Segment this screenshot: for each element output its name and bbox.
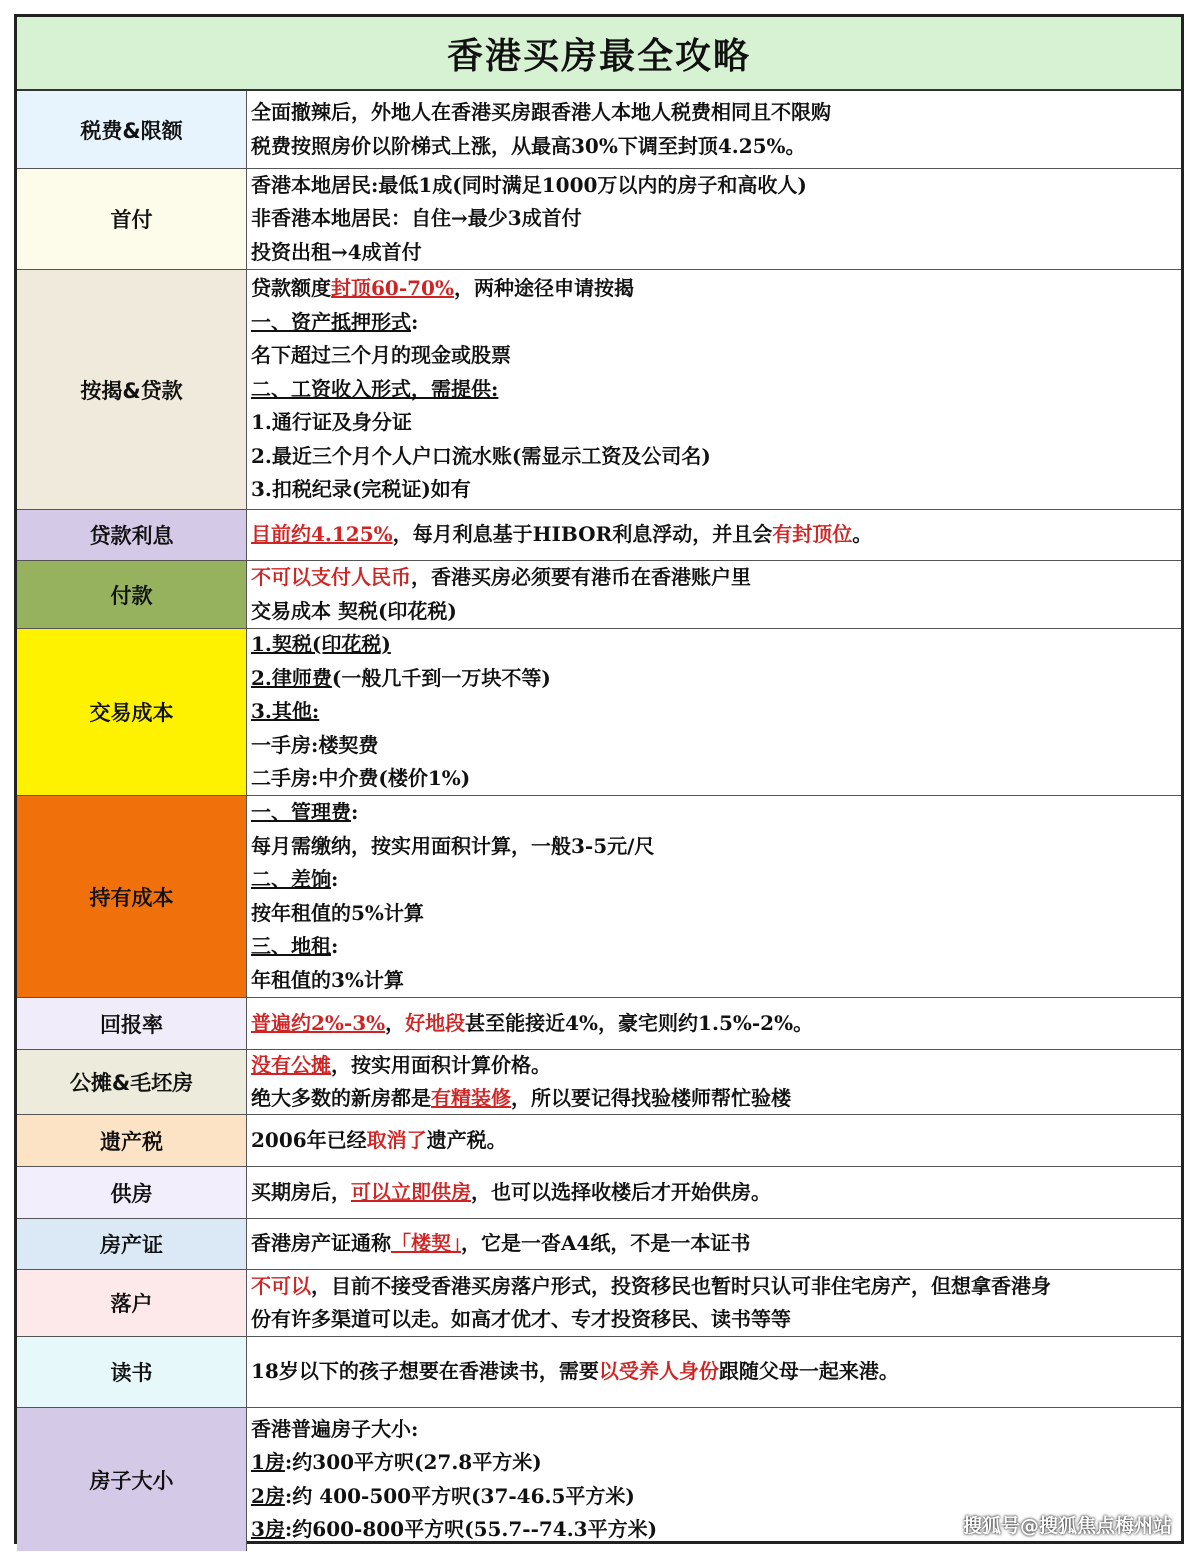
content-line (251, 130, 1177, 164)
content-text: 。 (852, 522, 873, 547)
content-line (251, 440, 1177, 474)
row-content (247, 169, 1181, 269)
content-line (251, 1303, 1177, 1336)
content-text: : (411, 309, 419, 334)
content-line (251, 796, 1177, 830)
content-text: 1.通行证及身分证 (251, 410, 412, 435)
content-text: 3.其他: (251, 699, 320, 724)
table-row-loan-interest (17, 510, 1181, 561)
table-row-return-rate (17, 998, 1181, 1050)
content-text: 3.扣税纪录(完税证)如有 (251, 477, 471, 502)
content-line (251, 762, 1177, 795)
content-text: 香港本地居民:最低1成(同时满足1000万以内的房子和高收人) (251, 172, 807, 197)
content-text: 二、工资收入形式，需提供: (251, 376, 499, 401)
content-text: :约300平方呎(27.8平方米) (284, 1450, 542, 1474)
content-line (251, 863, 1177, 897)
content-text: : (331, 934, 339, 958)
content-text: 香港房产证通称 (251, 1231, 391, 1256)
highlight-text: 不可以支付人民币 (251, 565, 411, 589)
table-row-inheritance-tax (17, 1115, 1181, 1167)
content-line (251, 406, 1177, 440)
row-label: 付款 (17, 561, 247, 628)
row-label: 供房 (17, 1167, 247, 1218)
content-line (251, 169, 1177, 202)
row-content (247, 1167, 1181, 1218)
row-label: 读书 (17, 1337, 247, 1407)
content-line (251, 96, 1177, 130)
watermark: 搜狐号@搜狐焦点梅州站 (962, 1515, 1172, 1537)
row-label: 房子大小 (17, 1408, 247, 1551)
content-line (251, 339, 1177, 373)
row-label: 房产证 (17, 1219, 247, 1269)
content-line (251, 1007, 1177, 1041)
content-line (251, 518, 1177, 552)
content-text: 税费按照房价以阶梯式上涨，从最高30%下调至封顶4.25%。 (251, 133, 806, 158)
content-text: 贷款额度 (251, 276, 331, 301)
table-row-mortgage-loan (17, 270, 1181, 510)
content-text: ，每月利息基于HIBOR利息浮动，并且会 (392, 522, 773, 547)
row-label: 公摊&毛坯房 (17, 1050, 247, 1114)
content-text: ，所以要记得找验楼师帮忙验楼 (511, 1086, 791, 1110)
content-text: 绝大多数的新房都是 (251, 1086, 431, 1110)
table-row-holding-cost (17, 796, 1181, 998)
content-text: ， (385, 1010, 406, 1035)
highlight-text: 不可以 (251, 1273, 311, 1298)
content-line (251, 1270, 1177, 1303)
content-text: ，两种途径申请按揭 (453, 276, 634, 301)
row-content (247, 1050, 1181, 1114)
row-label: 首付 (17, 169, 247, 269)
content-line (251, 236, 1177, 269)
row-label: 遗产税 (17, 1115, 247, 1166)
content-line (251, 1082, 1177, 1114)
content-text: 18岁以下的孩子想要在香港读书，需要 (251, 1359, 599, 1384)
table-row-property-deed (17, 1219, 1181, 1270)
row-content (247, 629, 1181, 795)
content-line (251, 1413, 1177, 1447)
content-text: 按年租值的5%计算 (251, 900, 424, 925)
content-line (251, 662, 1177, 696)
content-text: ，目前不接受香港买房落户形式，投资移民也暂时只认可非住宅房产，但想拿香港身 (311, 1273, 1051, 1298)
table-row-shared-area (17, 1050, 1181, 1115)
row-content (247, 1219, 1181, 1269)
content-text: ，按实用面积计算价格。 (331, 1052, 551, 1077)
table-row-payment (17, 561, 1181, 629)
content-line (251, 897, 1177, 931)
content-text: 一、资产抵押形式 (251, 309, 411, 334)
content-line (251, 1355, 1177, 1389)
content-line (251, 930, 1177, 964)
row-content (247, 1337, 1181, 1407)
content-line (251, 473, 1177, 507)
content-text: 1房 (251, 1450, 285, 1474)
content-text: 一、管理费 (251, 800, 351, 824)
content-line (251, 306, 1177, 340)
highlight-text: 没有公摊 (251, 1052, 331, 1077)
content-text: : (351, 800, 359, 824)
highlight-text: 有精装修 (431, 1086, 511, 1110)
table-row-mortgage-payment (17, 1167, 1181, 1219)
content-text: 每月需缴纳，按实用面积计算，一般3-5元/尺 (251, 833, 655, 858)
content-text: 香港普遍房子大小: (251, 1416, 419, 1441)
content-line (251, 373, 1177, 407)
content-text: 非香港本地居民：自住→最少3成首付 (251, 206, 582, 231)
content-text: 三、地租 (251, 934, 331, 958)
content-text: 二手房:中介费(楼价1%) (251, 766, 471, 791)
content-text: 3房 (251, 1517, 285, 1541)
row-content (247, 561, 1181, 628)
highlight-text: 目前约4.125% (251, 522, 393, 547)
row-content (247, 998, 1181, 1049)
row-label: 持有成本 (17, 796, 247, 997)
highlight-text: 好地段 (405, 1010, 466, 1035)
row-label: 贷款利息 (17, 510, 247, 560)
table-row-tax-limit (17, 91, 1181, 169)
content-text: 交易成本 契税(印花税) (251, 598, 457, 623)
content-line (251, 1227, 1177, 1261)
table-row-residency (17, 1270, 1181, 1337)
table-row-schooling (17, 1337, 1181, 1408)
content-text: 2房 (251, 1483, 285, 1508)
highlight-text: 取消了 (366, 1127, 427, 1152)
row-content (247, 510, 1181, 560)
content-line (251, 202, 1177, 236)
table-row-down-payment (17, 169, 1181, 270)
content-text: 年租值的3%计算 (251, 967, 404, 992)
content-line (251, 1176, 1177, 1210)
highlight-text: 有封顶位 (772, 522, 853, 547)
content-text: 全面撤辣后，外地人在香港买房跟香港人本地人税费相同且不限购 (251, 100, 831, 124)
content-text: 2.最近三个月个人户口流水账(需显示工资及公司名) (251, 443, 711, 468)
content-text: :约600-800平方呎(55.7--74.3平方米) (284, 1517, 658, 1541)
content-line (251, 729, 1177, 763)
guide-table (14, 14, 1184, 1544)
content-line (251, 1050, 1177, 1082)
row-content (247, 1115, 1181, 1166)
row-content (247, 91, 1181, 168)
content-text: ，香港买房必须要有港币在香港账户里 (411, 565, 751, 589)
content-text: :约 400-500平方呎(37-46.5平方米) (284, 1483, 635, 1508)
table-body (17, 91, 1181, 1551)
row-label: 交易成本 (17, 629, 247, 795)
row-content (247, 270, 1181, 509)
content-text: 名下超过三个月的现金或股票 (251, 343, 511, 368)
content-line (251, 629, 1177, 662)
content-text: : (331, 867, 339, 891)
row-label: 税费&限额 (17, 91, 247, 168)
content-text: 二、差饷 (251, 867, 331, 891)
content-line (251, 1446, 1177, 1480)
highlight-text: 普遍约2%-3% (251, 1010, 386, 1035)
row-label: 按揭&贷款 (17, 270, 247, 509)
content-text: 跟随父母一起来港。 (718, 1359, 899, 1384)
content-text: 买期房后， (251, 1179, 351, 1204)
content-text: 2006年已经 (251, 1127, 367, 1152)
content-text: (一般几千到一万块不等) (331, 665, 551, 690)
content-line (251, 561, 1177, 595)
content-line (251, 1480, 1177, 1514)
content-text: 一手房:楼契费 (251, 732, 379, 757)
content-line (251, 695, 1177, 729)
content-text: 甚至能接近4%，豪宅则约1.5%-2%。 (465, 1010, 814, 1035)
highlight-text: 「楼契」 (391, 1231, 461, 1256)
content-line (251, 830, 1177, 864)
content-text: 遗产税。 (426, 1127, 507, 1152)
table-row-transaction-cost (17, 629, 1181, 796)
row-content (247, 796, 1181, 997)
highlight-text: 以受养人身份 (598, 1359, 719, 1384)
row-label: 回报率 (17, 998, 247, 1049)
content-line (251, 1124, 1177, 1158)
content-text: ，它是一沓A4纸，不是一本证书 (461, 1231, 751, 1256)
content-line (251, 595, 1177, 629)
row-content (247, 1270, 1181, 1336)
content-text: 投资出租→4成首付 (251, 239, 422, 264)
content-text: 2.律师费 (251, 665, 332, 690)
content-text: ，也可以选择收楼后才开始供房。 (471, 1179, 771, 1204)
highlight-text: 可以立即供房 (351, 1179, 471, 1204)
content-text: 份有许多渠道可以走。如高才优才、专才投资移民、读书等等 (251, 1307, 791, 1331)
highlight-text: 封顶60-70% (331, 276, 454, 301)
row-label: 落户 (17, 1270, 247, 1336)
page-title: 香港买房最全攻略 (17, 17, 1181, 91)
content-line (251, 964, 1177, 998)
content-text: 1.契税(印花税) (251, 632, 391, 657)
content-line (251, 272, 1177, 306)
